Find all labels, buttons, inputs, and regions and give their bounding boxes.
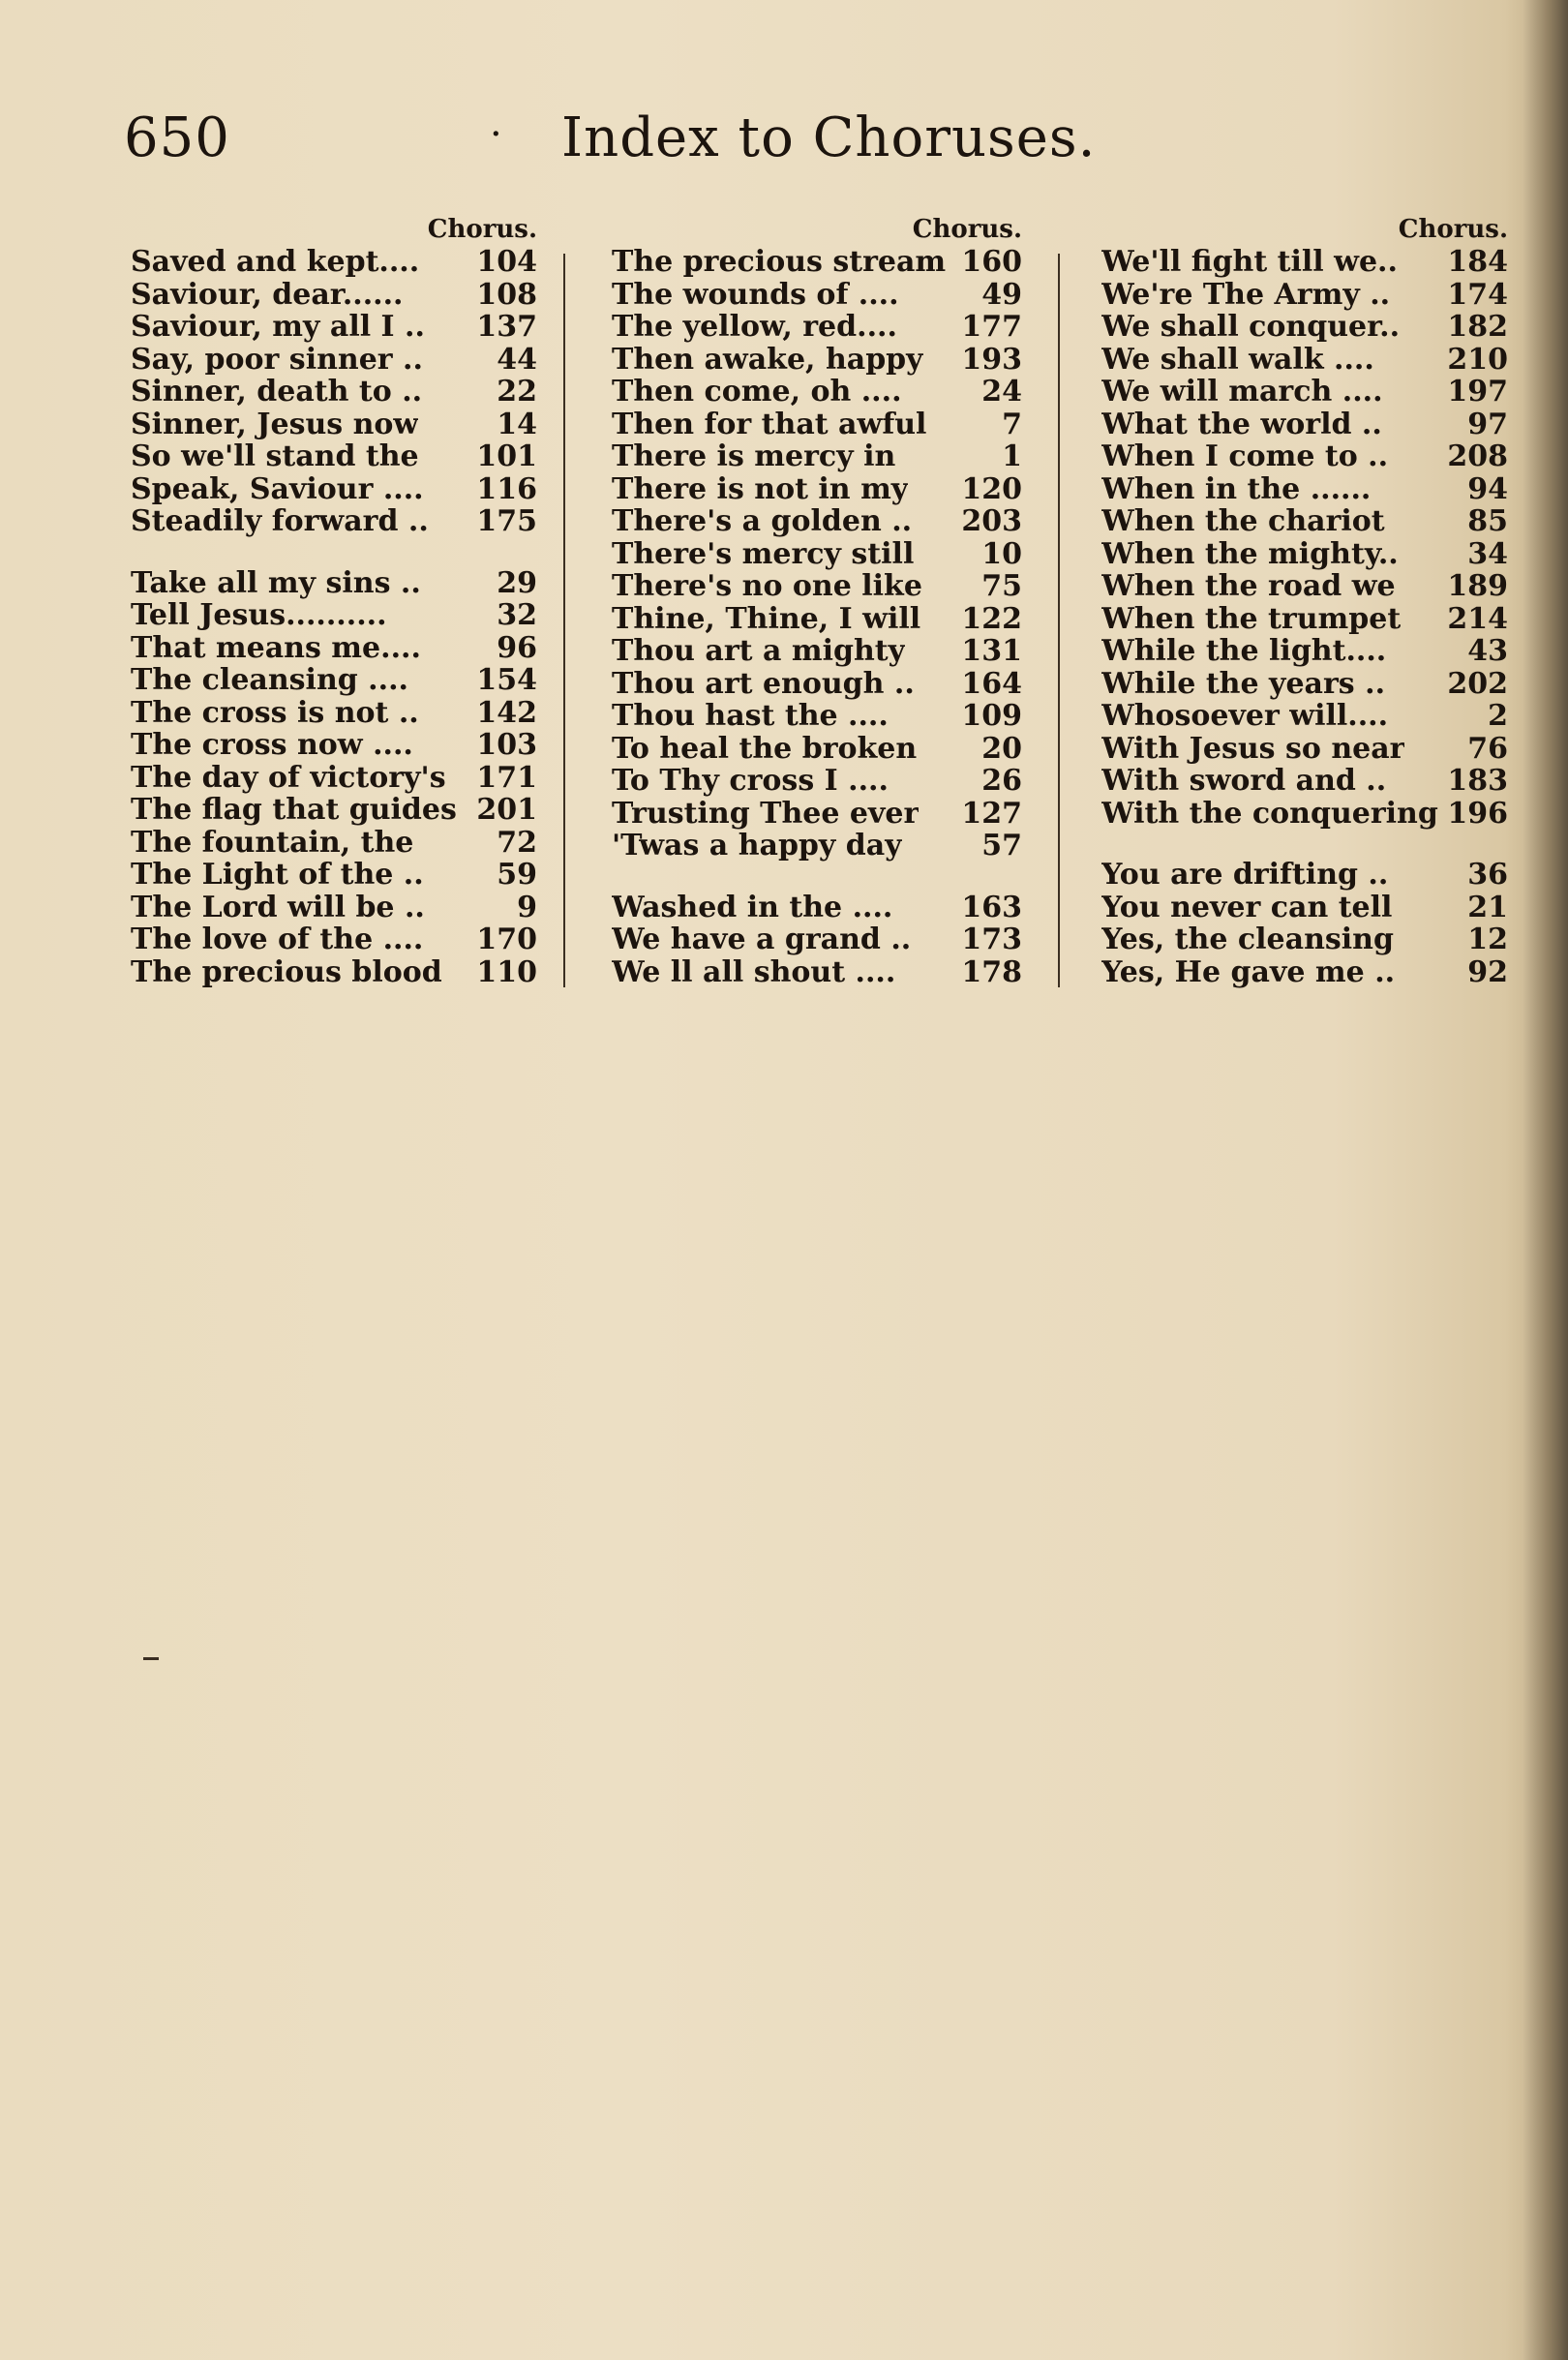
entry-chorus-number: 196 [1447,796,1508,831]
index-entry [1101,956,1508,989]
entry-title: With Jesus so near [1101,732,1405,765]
entry-title: Say, poor sinner .. [131,343,423,376]
entry-chorus-number: 24 [981,375,1022,408]
entry-chorus-number: 164 [961,666,1022,701]
entry-chorus-number: 163 [961,890,1022,924]
entry-chorus-number: 182 [1447,310,1508,344]
entry-chorus-number: 57 [981,829,1022,862]
entry-chorus-number: 154 [476,663,537,697]
entry-title: Thou hast the .... [612,700,889,733]
entry-title: Whosoever will.... [1101,700,1389,733]
index-entry [612,733,1022,766]
column-divider [563,254,565,987]
index-entry [1101,603,1508,636]
index-entry [131,440,537,473]
entry-title: With sword and .. [1101,765,1387,798]
entry-title: The precious blood [131,955,442,988]
column-heading: Chorus. [912,215,1022,244]
index-entry [1101,668,1508,701]
entry-title: Saviour, my all I .. [131,311,425,344]
entry-title: Steadily forward .. [131,505,429,538]
index-entry [131,599,537,632]
entry-title: The cross is not .. [131,696,419,729]
entry-chorus-number: 96 [497,630,537,665]
index-entry [612,668,1022,701]
index-entry [131,473,537,506]
entry-title: Yes, He gave me .. [1101,955,1396,988]
entry-chorus-number: 183 [1447,764,1508,798]
entry-title: Yes, the cleansing [1101,923,1394,956]
index-entry [1101,376,1508,408]
entry-chorus-number: 14 [497,407,537,441]
index-entry [131,762,537,795]
entry-chorus-number: 175 [476,504,537,538]
index-entry [1101,733,1508,766]
entry-title: We shall walk .... [1101,343,1374,376]
index-entry [612,700,1022,733]
entry-title: Thou art enough .. [612,667,915,700]
index-entry [1101,700,1508,733]
entry-title: The wounds of .... [612,278,899,311]
entry-chorus-number: 108 [476,277,537,312]
index-entry [1101,892,1508,924]
entry-title: With the conquering [1101,797,1438,830]
index-entry [131,505,537,538]
index-entry [131,246,537,279]
entry-chorus-number: 110 [476,954,537,989]
entry-chorus-number: 214 [1447,601,1508,636]
entry-title: When the road we [1101,570,1396,603]
group-spacer [131,538,537,567]
index-entry [1101,344,1508,377]
entry-chorus-number: 109 [961,699,1022,733]
entry-title: What the world .. [1101,408,1382,440]
index-entry [612,892,1022,924]
column-heading: Chorus. [427,215,537,244]
entry-title: While the light.... [1101,635,1387,668]
entry-title: Tell Jesus.......... [131,599,387,632]
entry-title: The day of victory's [131,761,446,794]
entry-chorus-number: 72 [497,825,537,860]
entry-title: Saviour, dear...... [131,278,404,311]
entry-chorus-number: 127 [961,796,1022,831]
entry-title: We'll fight till we.. [1101,246,1398,279]
index-entry [1101,440,1508,473]
entry-chorus-number: 120 [961,471,1022,506]
entry-chorus-number: 174 [1447,277,1508,312]
entry-chorus-number: 12 [1467,923,1508,956]
entry-title: Take all my sins .. [131,566,421,599]
index-entry [612,311,1022,344]
entry-title: When the mighty.. [1101,537,1399,570]
entry-title: There's mercy still [612,537,915,570]
entry-chorus-number: 170 [476,923,537,956]
index-entry [131,344,537,377]
index-entry [612,279,1022,312]
entry-chorus-number: 21 [1467,890,1508,924]
index-entry [131,794,537,827]
entry-chorus-number: 92 [1467,954,1508,989]
entry-title: To Thy cross I .... [612,765,889,798]
entry-title: We shall conquer.. [1101,311,1401,344]
entry-title: The love of the .... [131,923,424,956]
entry-chorus-number: 1 [1002,439,1022,473]
entry-chorus-number: 29 [497,565,537,600]
entry-title: The yellow, red.... [612,311,897,344]
entry-chorus-number: 7 [1002,407,1022,441]
entry-chorus-number: 208 [1447,439,1508,473]
entry-title: Then awake, happy [612,343,923,376]
entry-title: When the trumpet [1101,602,1402,635]
entry-title: Thou art a mighty [612,635,906,668]
index-entry [1101,311,1508,344]
index-entry [131,827,537,860]
entry-chorus-number: 171 [476,760,537,795]
index-entry [131,729,537,762]
entry-title: The Light of the .. [131,859,424,892]
entry-chorus-number: 94 [1467,471,1508,506]
entry-chorus-number: 22 [497,375,537,408]
entry-title: You never can tell [1101,891,1393,923]
entry-title: Saved and kept.... [131,246,420,279]
index-entry [612,376,1022,408]
entry-chorus-number: 10 [981,536,1022,571]
index-entry [131,567,537,600]
page-title: Index to Choruses. [561,106,1097,169]
entry-title: Sinner, death to .. [131,376,423,408]
entry-chorus-number: 178 [961,954,1022,989]
entry-title: There is mercy in [612,440,896,473]
index-entry [131,697,537,730]
entry-chorus-number: 131 [961,634,1022,668]
entry-title: The cross now .... [131,729,413,762]
entry-title: That means me.... [131,631,421,664]
index-entry [612,956,1022,989]
entry-chorus-number: 202 [1447,666,1508,701]
index-entry [131,408,537,441]
entry-chorus-number: 184 [1447,245,1508,279]
entry-chorus-number: 203 [961,504,1022,538]
entry-title: Sinner, Jesus now [131,408,419,440]
index-entry [1101,473,1508,506]
entry-chorus-number: 26 [981,764,1022,798]
index-entry [1101,798,1508,831]
entry-title: Speak, Saviour .... [131,472,424,505]
margin-mark [143,1657,159,1660]
entry-chorus-number: 210 [1447,342,1508,377]
entry-title: You are drifting .. [1101,859,1389,892]
entry-chorus-number: 85 [1467,504,1508,538]
entry-title: When in the ...... [1101,472,1372,505]
entry-title: Washed in the .... [612,891,893,923]
group-spacer [612,862,1022,892]
index-entry [131,279,537,312]
entry-title: Trusting Thee ever [612,797,920,830]
index-entry [612,798,1022,831]
index-column-3 [1101,213,1508,988]
index-entry [1101,570,1508,603]
index-entry [1101,538,1508,571]
entry-title: The Lord will be .. [131,891,425,923]
entry-chorus-number: 2 [1488,699,1508,733]
entry-title: There's a golden .. [612,505,913,538]
entry-chorus-number: 197 [1447,375,1508,408]
index-entry [612,538,1022,571]
entry-chorus-number: 103 [476,728,537,762]
index-entry [131,923,537,956]
entry-chorus-number: 177 [961,310,1022,344]
page-number: 650 [124,106,230,169]
index-entry [612,440,1022,473]
index-entry [131,956,537,989]
index-column-2 [612,213,1022,988]
entry-chorus-number: 104 [476,245,537,279]
entry-title: While the years .. [1101,667,1386,700]
entry-title: Then for that awful [612,408,927,440]
index-entry [612,473,1022,506]
entry-title: 'Twas a happy day [612,830,902,862]
index-entry [131,632,537,665]
entry-title: There's no one like [612,570,922,603]
entry-chorus-number: 76 [1467,731,1508,766]
entry-chorus-number: 36 [1467,858,1508,892]
index-entry [1101,765,1508,798]
entry-chorus-number: 116 [476,471,537,506]
index-entry [1101,923,1508,956]
entry-chorus-number: 59 [497,858,537,892]
entry-chorus-number: 160 [961,245,1022,279]
book-gutter [1523,0,1568,2360]
entry-title: When the chariot [1101,505,1385,538]
index-entry [131,376,537,408]
entry-chorus-number: 97 [1467,407,1508,441]
index-entry [612,603,1022,636]
entry-title: There is not in my [612,472,909,505]
index-column-1 [131,213,537,988]
entry-chorus-number: 101 [476,439,537,473]
column-divider [1058,254,1060,987]
entry-chorus-number: 137 [476,310,537,344]
index-entry [131,311,537,344]
entry-chorus-number: 122 [961,601,1022,636]
entry-chorus-number: 44 [497,342,537,377]
entry-title: Then come, oh .... [612,376,902,408]
entry-title: We ll all shout .... [612,955,896,988]
index-entry [612,765,1022,798]
entry-title: So we'll stand the [131,440,419,473]
index-entry [1101,859,1508,892]
index-entry [612,570,1022,603]
index-entry [1101,635,1508,668]
entry-title: We have a grand .. [612,923,912,956]
index-entry [612,830,1022,862]
entry-chorus-number: 20 [981,731,1022,766]
entry-title: To heal the broken [612,732,918,765]
entry-chorus-number: 32 [497,598,537,632]
entry-title: The cleansing .... [131,664,408,697]
entry-chorus-number: 34 [1467,536,1508,571]
entry-chorus-number: 75 [981,569,1022,603]
index-entry [131,859,537,892]
entry-chorus-number: 173 [961,923,1022,956]
entry-chorus-number: 49 [981,277,1022,312]
entry-title: The flag that guides [131,794,457,827]
entry-chorus-number: 193 [961,342,1022,377]
header-dot: · [490,112,502,157]
entry-chorus-number: 9 [517,890,537,924]
entry-title: We will march .... [1101,376,1383,408]
entry-chorus-number: 189 [1447,569,1508,603]
index-entry [612,505,1022,538]
index-entry [612,344,1022,377]
index-entry [1101,408,1508,441]
column-heading: Chorus. [1398,215,1508,244]
entry-title: When I come to .. [1101,440,1389,473]
group-spacer [1101,830,1508,859]
entry-title: The precious stream [612,246,947,279]
index-entry [612,635,1022,668]
index-entry [1101,246,1508,279]
index-entry [131,664,537,697]
entry-chorus-number: 142 [476,695,537,730]
index-entry [1101,279,1508,312]
entry-chorus-number: 43 [1467,634,1508,668]
index-entry [1101,505,1508,538]
index-entry [131,892,537,924]
entry-title: We're The Army .. [1101,278,1391,311]
entry-chorus-number: 201 [476,793,537,827]
index-entry [612,923,1022,956]
entry-title: Thine, Thine, I will [612,602,921,635]
index-entry [612,246,1022,279]
entry-title: The fountain, the [131,826,414,859]
index-entry [612,408,1022,441]
